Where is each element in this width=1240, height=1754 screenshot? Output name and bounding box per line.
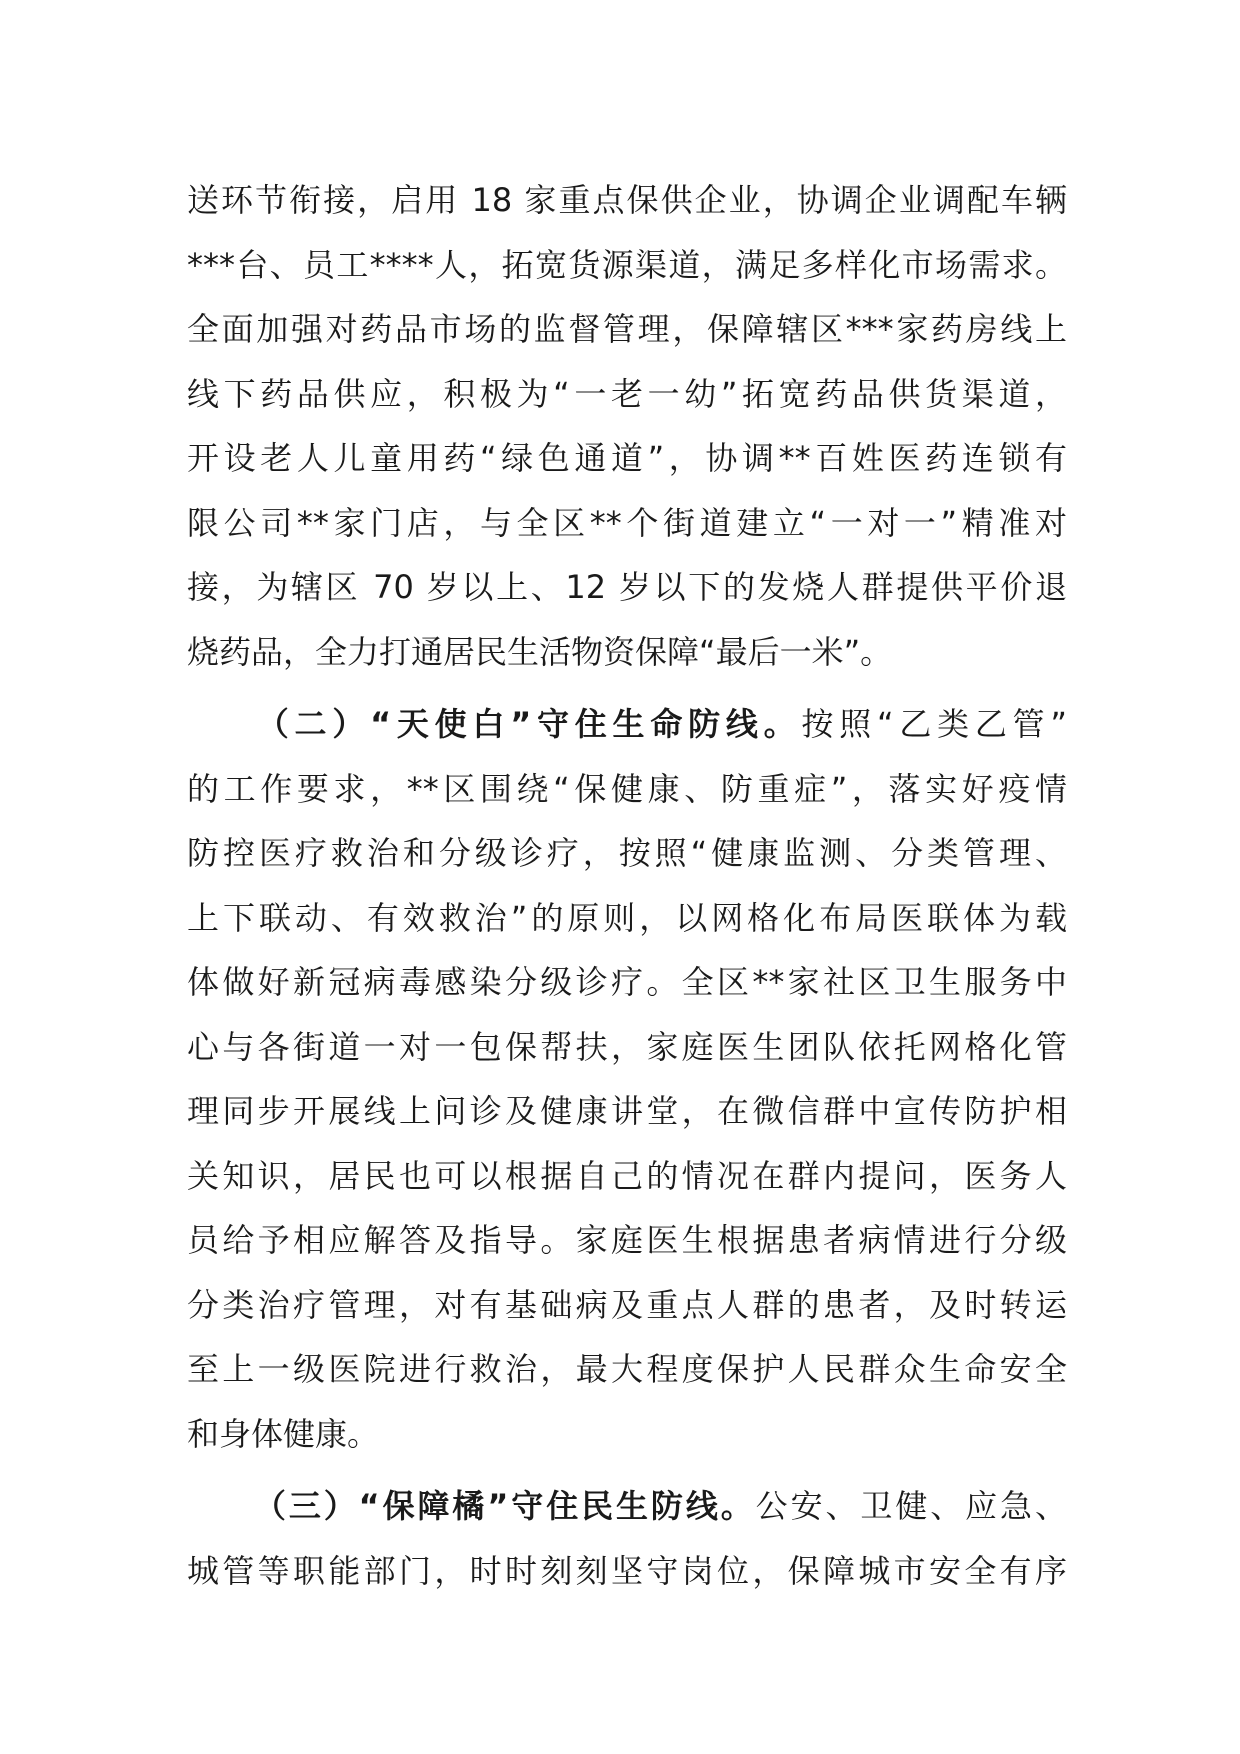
paragraph-line: 理同步开展线上问诊及健康讲堂，在微信群中宣传防护相 (187, 1092, 1067, 1130)
section-first-line (187, 1474, 1067, 1539)
paragraph-line: 开设老人儿童用药“绿色通道”，协调**百姓医药连锁有 (187, 439, 1067, 477)
paragraph-line: 烧药品，全力打通居民生活物资保障“最后一米”。 (187, 632, 893, 671)
paragraph-line: ***台、员工****人，拓宽货源渠道，满足多样化市场需求。 (187, 245, 1067, 284)
section-first-line (187, 692, 1067, 757)
paragraph-line: 线下药品供应，积极为“一老一幼”拓宽药品供货渠道， (187, 374, 1067, 413)
section-first-line-text: 公安、卫健、应急、 (755, 1487, 1067, 1525)
section-heading: （二）“天使白”守住生命防线。 (251, 705, 802, 743)
paragraph-line: 接，为辖区 70 岁以上、12 岁以下的发烧人群提供平价退 (187, 568, 1067, 606)
paragraph-line: 城管等职能部门，时时刻刻坚守岗位，保障城市安全有序 (187, 1551, 1067, 1590)
paragraph-line: 关知识，居民也可以根据自己的情况在群内提问，医务人 (187, 1156, 1067, 1195)
section-heading: （三）“保障橘”守住民生防线。 (251, 1487, 756, 1525)
paragraph-line: 上下联动、有效救治”的原则，以网格化布局医联体为载 (187, 898, 1067, 937)
paragraph-line: 心与各街道一对一包保帮扶，家庭医生团队依托网格化管 (187, 1027, 1067, 1066)
paragraph-line: 分类治疗管理，对有基础病及重点人群的患者，及时转运 (187, 1285, 1067, 1324)
section-first-line-text: 按照“乙类乙管” (801, 705, 1067, 743)
paragraph-line: 防控医疗救治和分级诊疗，按照“健康监测、分类管理、 (187, 834, 1067, 872)
paragraph-line: 限公司**家门店，与全区**个街道建立“一对一”精准对 (187, 503, 1067, 542)
paragraph-line: 和身体健康。 (187, 1414, 380, 1453)
document-body (187, 168, 1067, 1603)
paragraph-line: 送环节衔接，启用 18 家重点保供企业，协调企业调配车辆 (187, 181, 1067, 219)
paragraph-line: 的工作要求，**区围绕“保健康、防重症”，落实好疫情 (187, 769, 1067, 808)
paragraph-line: 体做好新冠病毒感染分级诊疗。全区**家社区卫生服务中 (187, 963, 1067, 1001)
paragraph-line: 至上一级医院进行救治，最大程度保护人民群众生命安全 (187, 1350, 1067, 1388)
paragraph-line: 员给予相应解答及指导。家庭医生根据患者病情进行分级 (187, 1221, 1067, 1259)
paragraph-line: 全面加强对药品市场的监督管理，保障辖区***家药房线上 (187, 310, 1067, 348)
